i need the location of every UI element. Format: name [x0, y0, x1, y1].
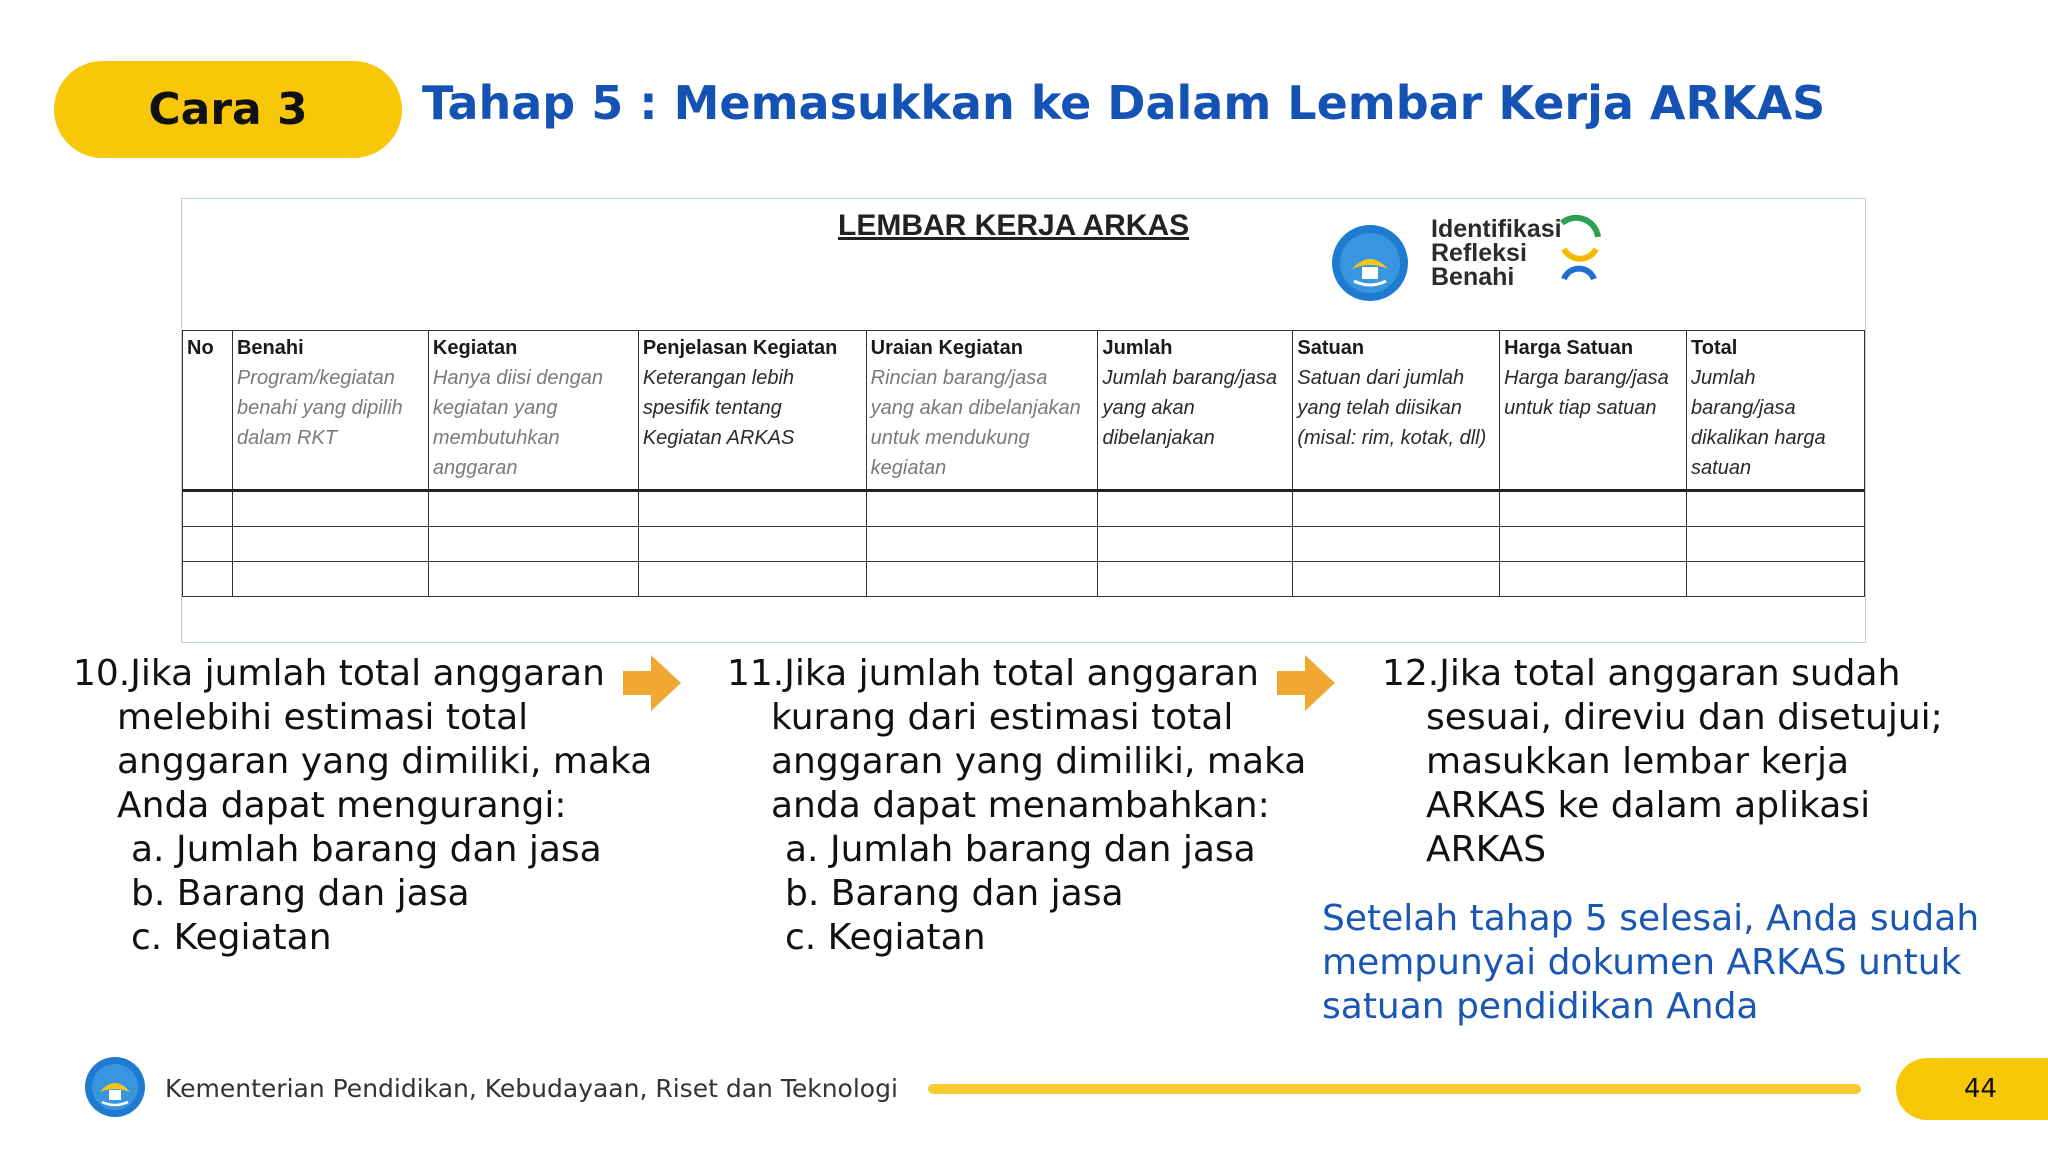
worksheet-image	[181, 198, 1866, 643]
col-benahi	[232, 331, 428, 491]
page-number: 44	[1964, 1074, 1998, 1104]
footer-ministry: Kementerian Pendidikan, Kebudayaan, Riset dan Teknologi	[165, 1074, 898, 1103]
step-line: ARKAS ke dalam aplikasi	[1426, 785, 1871, 826]
col-satuan	[1293, 331, 1500, 491]
step-line: anda dapat menambahkan:	[771, 785, 1270, 826]
col-desc: Program/kegiatan benahi yang dipilih dalam RKT	[236, 367, 403, 449]
col-penjelasan-kegiatan	[638, 331, 866, 491]
col-title: Uraian Kegiatan	[870, 337, 1023, 359]
cara-badge	[54, 61, 402, 158]
summary-line: mempunyai dokumen ARKAS untuk	[1322, 942, 1962, 983]
step-item: c. Kegiatan	[785, 917, 986, 958]
step-item: b. Barang dan jasa	[785, 873, 1124, 914]
step-line: anggaran yang dimiliki, maka	[117, 741, 653, 782]
col-title: Kegiatan	[432, 337, 518, 359]
step-item: a. Jumlah barang dan jasa	[131, 829, 602, 870]
step-item: b. Barang dan jasa	[131, 873, 470, 914]
step-line: melebihi estimasi total	[117, 697, 529, 738]
col-total	[1687, 331, 1865, 491]
step-line: ARKAS	[1426, 829, 1547, 870]
irb-word-refleksi: Refleksi	[1431, 239, 1527, 267]
step-10	[73, 652, 652, 960]
col-title: Harga Satuan	[1504, 337, 1634, 359]
ministry-emblem-icon	[1330, 223, 1410, 303]
step-line: kurang dari estimasi total	[771, 697, 1234, 738]
step-line: 10.Jika jumlah total anggaran	[73, 653, 605, 694]
col-desc: Rincian barang/jasa yang akan dibelanjakan untuk mendukung kegiatan	[870, 367, 1081, 479]
page-title: Tahap 5 : Memasukkan ke Dalam Lembar Kerja ARKAS	[422, 76, 1826, 130]
irb-word-identifikasi: Identifikasi	[1431, 215, 1562, 243]
footer-divider	[928, 1084, 1861, 1094]
step-line: Anda dapat mengurangi:	[117, 785, 567, 826]
worksheet-title: LEMBAR KERJA ARKAS	[838, 209, 1190, 242]
step-11	[727, 652, 1306, 960]
col-desc: Hanya diisi dengan kegiatan yang membutuhkan anggaran	[432, 367, 604, 479]
arrow-right-icon	[623, 655, 681, 711]
step-item: c. Kegiatan	[131, 917, 332, 958]
step-line: 11.Jika jumlah total anggaran	[727, 653, 1259, 694]
arrow-right-icon	[1277, 655, 1335, 711]
col-desc: Harga barang/jasa untuk tiap satuan	[1504, 367, 1669, 419]
irb-arc-icon	[1556, 215, 1606, 285]
worksheet-table	[182, 330, 1865, 597]
step-item: a. Jumlah barang dan jasa	[785, 829, 1256, 870]
col-jumlah	[1098, 331, 1293, 491]
step-line: sesuai, direviu dan disetujui;	[1426, 697, 1943, 738]
step-line: 12.Jika total anggaran sudah	[1382, 653, 1901, 694]
col-harga-satuan	[1500, 331, 1687, 491]
col-title: Benahi	[236, 337, 304, 359]
table-row	[183, 527, 1865, 562]
col-title: Penjelasan Kegiatan	[642, 337, 838, 359]
col-title: Jumlah	[1102, 337, 1173, 359]
col-desc: Keterangan lebih spesifik tentang Kegiatan ARKAS	[642, 367, 795, 449]
step-12	[1382, 652, 1943, 872]
table-row	[183, 491, 1865, 527]
col-desc: Jumlah barang/jasa dikalikan harga satuan	[1691, 367, 1826, 479]
col-title: Total	[1691, 337, 1738, 359]
summary-line: Setelah tahap 5 selesai, Anda sudah	[1322, 898, 1980, 939]
col-uraian-kegiatan	[866, 331, 1098, 491]
col-desc: Jumlah barang/jasa yang akan dibelanjakan	[1102, 367, 1278, 449]
ministry-logo-icon	[84, 1056, 146, 1118]
col-kegiatan	[428, 331, 638, 491]
col-desc: Satuan dari jumlah yang telah diisikan (misal: rim, kotak, dll)	[1297, 367, 1487, 449]
irb-word-benahi: Benahi	[1431, 263, 1515, 291]
worksheet-header-row	[183, 331, 1865, 491]
step-line: anggaran yang dimiliki, maka	[771, 741, 1307, 782]
table-row	[183, 562, 1865, 597]
cara-badge-label: Cara 3	[148, 84, 308, 135]
step-line: masukkan lembar kerja	[1426, 741, 1850, 782]
summary-note	[1322, 897, 1979, 1029]
summary-line: satuan pendidikan Anda	[1322, 986, 1759, 1027]
col-no	[183, 331, 233, 491]
col-title: Satuan	[1297, 337, 1365, 359]
col-title: No	[187, 337, 214, 359]
irb-logo	[1334, 209, 1564, 291]
